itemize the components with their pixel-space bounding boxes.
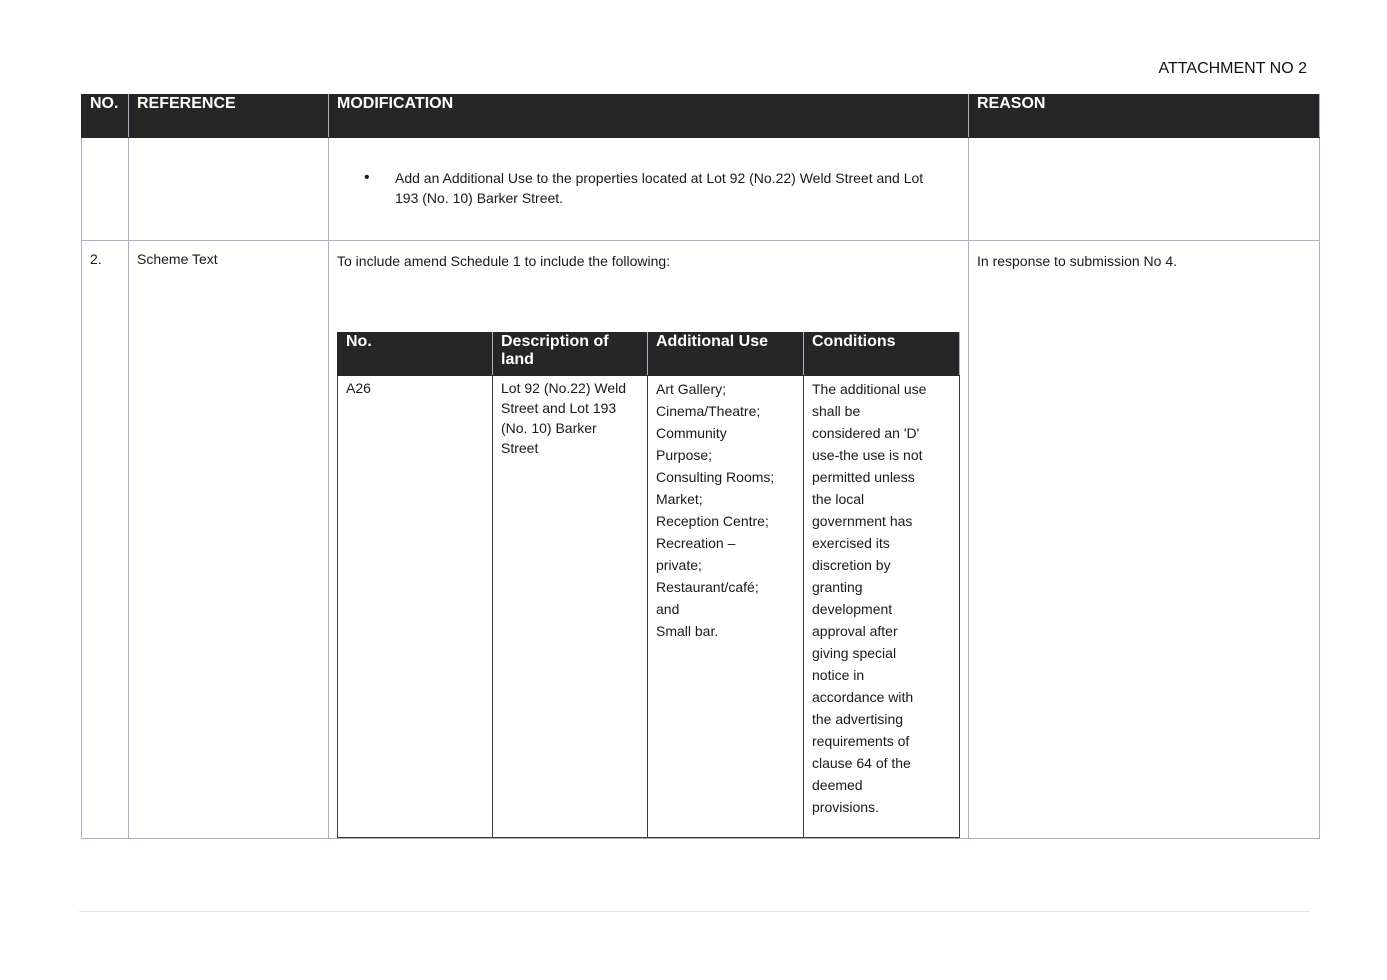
column-header-reference: REFERENCE (129, 95, 329, 138)
schedule-cell-description: Lot 92 (No.22) Weld Street and Lot 193 (No. 10) Barker Street (493, 376, 648, 838)
row2-reference: Scheme Text (129, 241, 329, 839)
schedule-cell-conditions: The additional use shall be considered an 'D' use-the use is not permitted unless the local government has exercised its discretion by granting development approval after giving special notice in accordance with the advertising requirements of clause 64 of the deemed provisions. (804, 376, 960, 838)
schedule-header-no: No. (338, 333, 493, 376)
schedule-header-conditions: Conditions (804, 333, 960, 376)
schedule-header-additional-use: Additional Use (648, 333, 804, 376)
row1-no (82, 138, 129, 241)
row2-modification (329, 241, 969, 839)
table-header-row (82, 95, 1320, 138)
row1-modification (329, 138, 969, 241)
row2-no: 2. (82, 241, 129, 839)
modification-bullet-item: • Add an Additional Use to the properties located at Lot 92 (No.22) Weld Street and Lot 193 (No. 10) Barker Street. (395, 168, 960, 208)
schedule-cell-no: A26 (338, 376, 493, 838)
row1-reason (969, 138, 1320, 241)
attachment-label: ATTACHMENT NO 2 (1158, 60, 1307, 77)
modification-intro: To include amend Schedule 1 to include the following: (337, 253, 671, 269)
column-header-reason: REASON (969, 95, 1320, 138)
schedule-cell-additional-use: Art Gallery; Cinema/Theatre; Community Purpose; Consulting Rooms; Market; Reception Centre; Recreation – private; Restaurant/café; and Small bar. (648, 376, 804, 838)
schedule-row (338, 376, 960, 838)
schedule-header-description: Description of land (493, 333, 648, 376)
schedule-header-row (338, 333, 960, 376)
row1-reference (129, 138, 329, 241)
table-row (82, 241, 1320, 839)
column-header-modification: MODIFICATION (329, 95, 969, 138)
column-header-no: NO. (82, 95, 129, 138)
schedule-table (337, 332, 960, 838)
modification-bullet-list (337, 168, 960, 208)
row2-reason: In response to submission No 4. (969, 241, 1320, 839)
footer-divider (79, 911, 1310, 912)
modifications-table (81, 94, 1320, 839)
table-row (82, 138, 1320, 241)
